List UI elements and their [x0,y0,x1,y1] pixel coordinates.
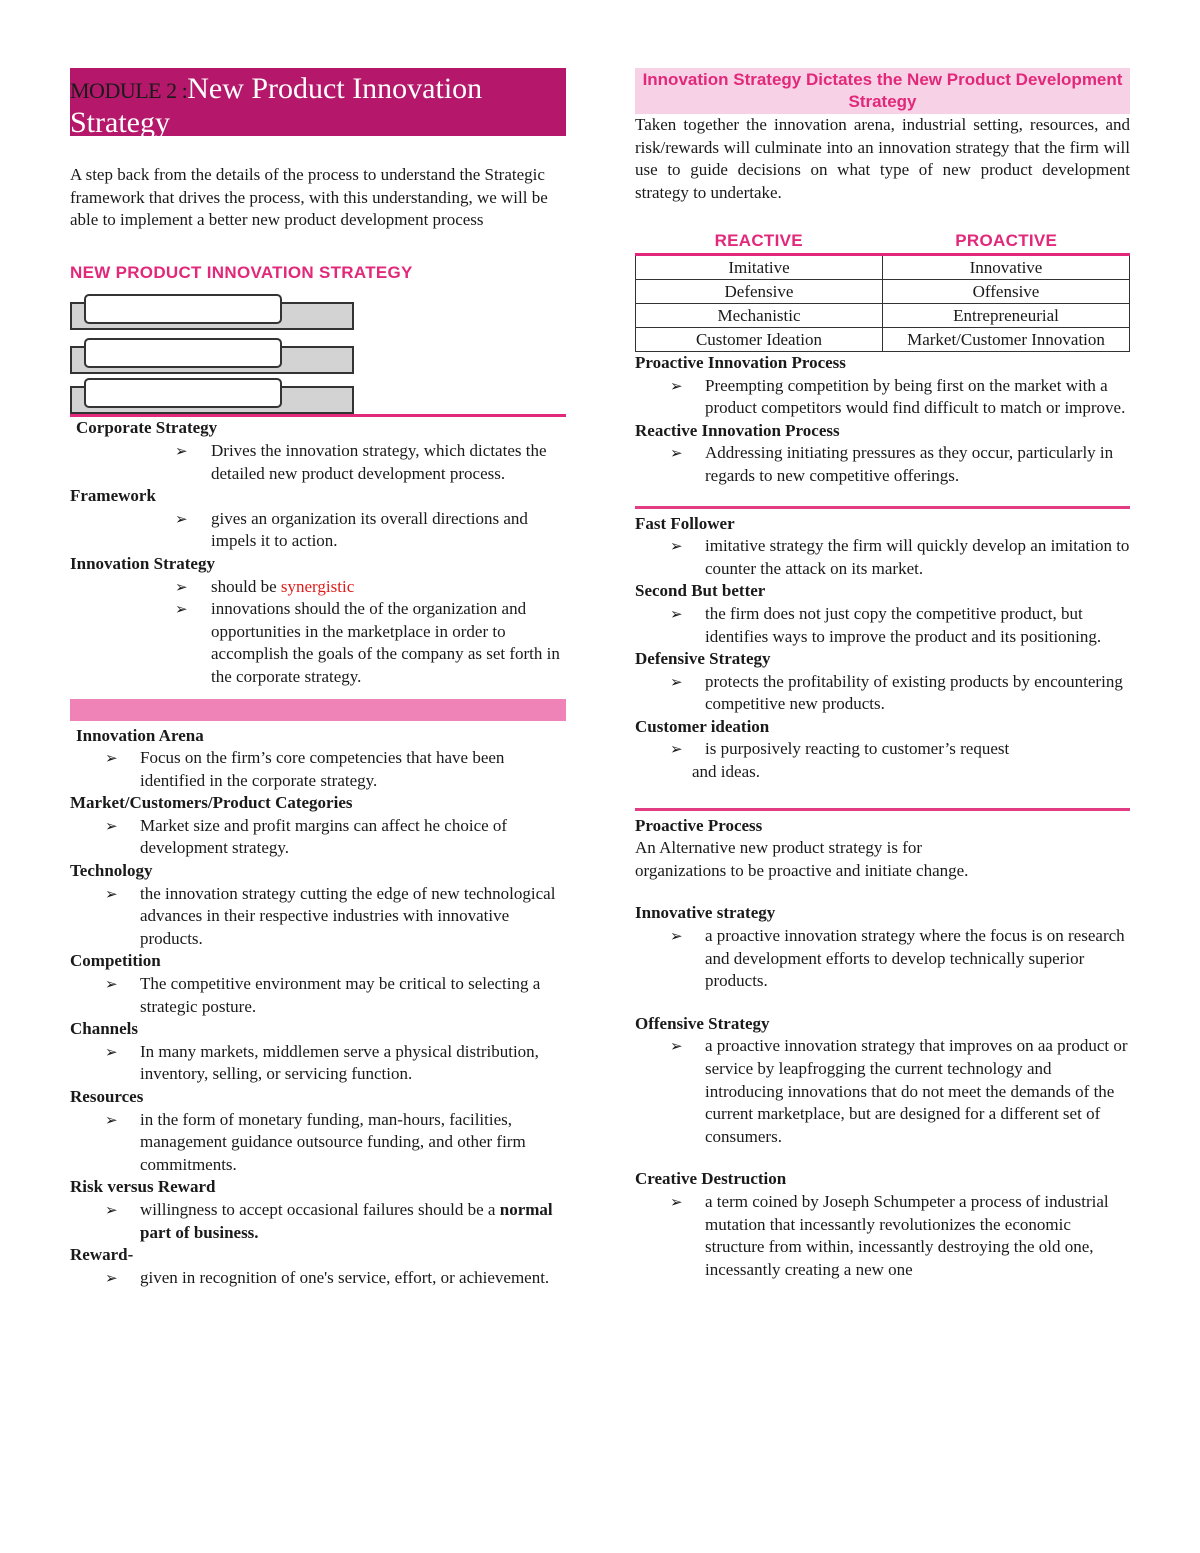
offensive-strategy-heading: Offensive Strategy [635,1013,770,1033]
diagram-box [84,378,282,408]
list-item: ➢ The competitive environment may be critical to selecting a strategic posture. [70,973,566,1018]
table-cell: Offensive [883,279,1130,303]
diagram-box [84,338,282,368]
innovation-dictates-heading: Innovation Strategy Dictates the New Product Development Strategy [635,68,1130,114]
customer-ideation-heading: Customer ideation [635,716,770,736]
table-cell: Customer Ideation [636,327,883,351]
technology-heading: Technology [70,861,153,881]
list-item: ➢ Drives the innovation strategy, which dictates the detailed new product development process. [70,440,566,485]
left-column [70,68,566,1289]
fast-follower-list [635,535,1130,580]
right-column [635,68,1130,1281]
creative-destruction-heading: Creative Destruction [635,1169,787,1189]
proactive-innovation-process-heading: Proactive Innovation Process [635,352,846,372]
text: willingness to accept occasional failures should be a [140,1199,496,1219]
risk-heading: Risk versus Reward [70,1177,216,1197]
table-cell: Market/Customer Innovation [883,327,1130,351]
module-title: New Product Innovation Strategy [70,72,483,139]
proactive-process-heading: Proactive Process [635,815,763,835]
table-cell: Mechanistic [636,303,883,327]
proactive-process-line: An Alternative new product strategy is for [635,838,923,858]
proactive-header: PROACTIVE [955,231,1058,251]
bold-text: normal part of business. [140,1199,553,1242]
channels-heading: Channels [70,1019,139,1039]
corporate-strategy-heading: Corporate Strategy [76,418,218,438]
innovation-strategy-list [70,576,566,689]
customer-ideation-list [635,738,1130,761]
reactive-innovation-process-heading: Reactive Innovation Process [635,420,840,440]
list-item: ➢ given in recognition of one's service, effort, or achievement. [70,1267,566,1290]
list-item: ➢ a proactive innovation strategy that improves on aa product or service by leapfrogging the current technology and introducing innovations that do not meet the demands of the current marketplace, but are designed for a different set of consumers. [635,1035,1130,1148]
second-but-better-list [635,603,1130,648]
resources-heading: Resources [70,1087,144,1106]
technology-list [70,883,566,951]
table-row [636,303,1130,327]
list-item: ➢ innovations should the of the organization and opportunities in the marketplace in order to accomplish the goals of the company as set forth in the corporate strategy. [70,598,566,688]
list-item: ➢ in the form of monetary funding, man-hours, facilities, management guidance outsource funding, and other firm commitments. [70,1109,566,1177]
reactive-innovation-process-list [635,442,1130,487]
intro-paragraph: A step back from the details of the process to understand the Strategic framework that drives the process, with this understanding, we will be able to implement a better new product development process [70,165,548,230]
table-row [636,327,1130,351]
pink-band [70,699,566,721]
defensive-strategy-list [635,671,1130,716]
risk-list [70,1199,566,1244]
proactive-innovation-process-list [635,375,1130,420]
innovative-strategy-heading: Innovative strategy [635,903,776,923]
channels-list [70,1041,566,1086]
list-item: ➢ protects the profitability of existing products by encountering competitive new products. [635,671,1130,716]
list-item: ➢ a proactive innovation strategy where the focus is on research and development efforts to develop technically superior products. [635,925,1130,993]
innovative-strategy-list [635,925,1130,993]
table-cell: Entrepreneurial [883,303,1130,327]
list-item: ➢ imitative strategy the firm will quickly develop an imitation to counter the attack on its market. [635,535,1130,580]
reactive-header: REACTIVE [714,231,803,251]
list-item: ➢ Addressing initiating pressures as they occur, particularly in regards to new competitive offerings. [635,442,1130,487]
market-list [70,815,566,860]
module-label: MODULE 2 : [70,78,188,103]
market-heading: Market/Customers/Product Categories [70,793,353,813]
second-but-better-heading: Second But better [635,581,766,601]
reward-list [70,1267,566,1290]
competition-list [70,973,566,1018]
resources-list [70,1109,566,1177]
framework-list [70,508,566,553]
list-item: ➢ Focus on the firm’s core competencies that have been identified in the corporate strategy. [70,747,566,792]
framework-heading: Framework [70,486,156,506]
customer-ideation-tail: and ideas. [692,762,760,782]
list-item: ➢ gives an organization its overall directions and impels it to action. [70,508,566,553]
table-row [636,279,1130,303]
list-item: ➢ a term coined by Joseph Schumpeter a process of industrial mutation that incessantly revolutionizes the economic structure from within, incessantly destroying the old one, incessantly creating a new one [635,1191,1130,1281]
competition-heading: Competition [70,951,161,971]
divider [635,506,1130,509]
table-cell: Innovative [883,254,1130,279]
strategy-diagram [70,294,566,410]
list-item: ➢ is purposively reacting to customer’s request [635,738,1130,761]
innovation-arena-heading: Innovation Arena [76,725,204,745]
defensive-strategy-heading: Defensive Strategy [635,649,771,669]
list-item: ➢ Market size and profit margins can affect he choice of development strategy. [70,815,566,860]
offensive-strategy-list [635,1035,1130,1148]
text: should be [211,576,281,596]
list-item [70,576,566,599]
diagram-box [84,294,282,324]
list-item: ➢ In many markets, middlemen serve a physical distribution, inventory, selling, or servicing function. [70,1041,566,1086]
reward-heading: Reward- [70,1245,134,1265]
divider [635,808,1130,811]
proactive-process-line: organizations to be proactive and initiate change. [635,860,969,880]
module-title-box [70,68,566,139]
creative-destruction-list [635,1191,1130,1281]
table-cell: Imitative [636,254,883,279]
table-cell: Defensive [636,279,883,303]
innovation-strategy-heading: Innovation Strategy [70,553,215,573]
list-item [70,1199,566,1244]
list-item: ➢ Preempting competition by being first on the market with a product competitors would find difficult to match or improve. [635,375,1130,420]
list-item: ➢ the innovation strategy cutting the edge of new technological advances in their respective industries with innovative products. [70,883,566,951]
synergistic-text: synergistic [280,576,355,596]
table-headers [635,230,1130,253]
innovation-arena-list [70,747,566,792]
fast-follower-heading: Fast Follower [635,513,735,533]
section-title: NEW PRODUCT INNOVATION STRATEGY [70,262,413,282]
strategy-table [635,253,1130,352]
innovation-dictates-paragraph: Taken together the innovation arena, industrial setting, resources, and risk/rewards will culminate into an innovation strategy that the firm will use to guide decisions on what type of new product development strategy to undertake. [635,115,1130,202]
list-item: ➢ the firm does not just copy the competitive product, but identifies ways to improve the product and its positioning. [635,603,1130,648]
table-row [636,254,1130,279]
corporate-strategy-list [70,440,566,485]
